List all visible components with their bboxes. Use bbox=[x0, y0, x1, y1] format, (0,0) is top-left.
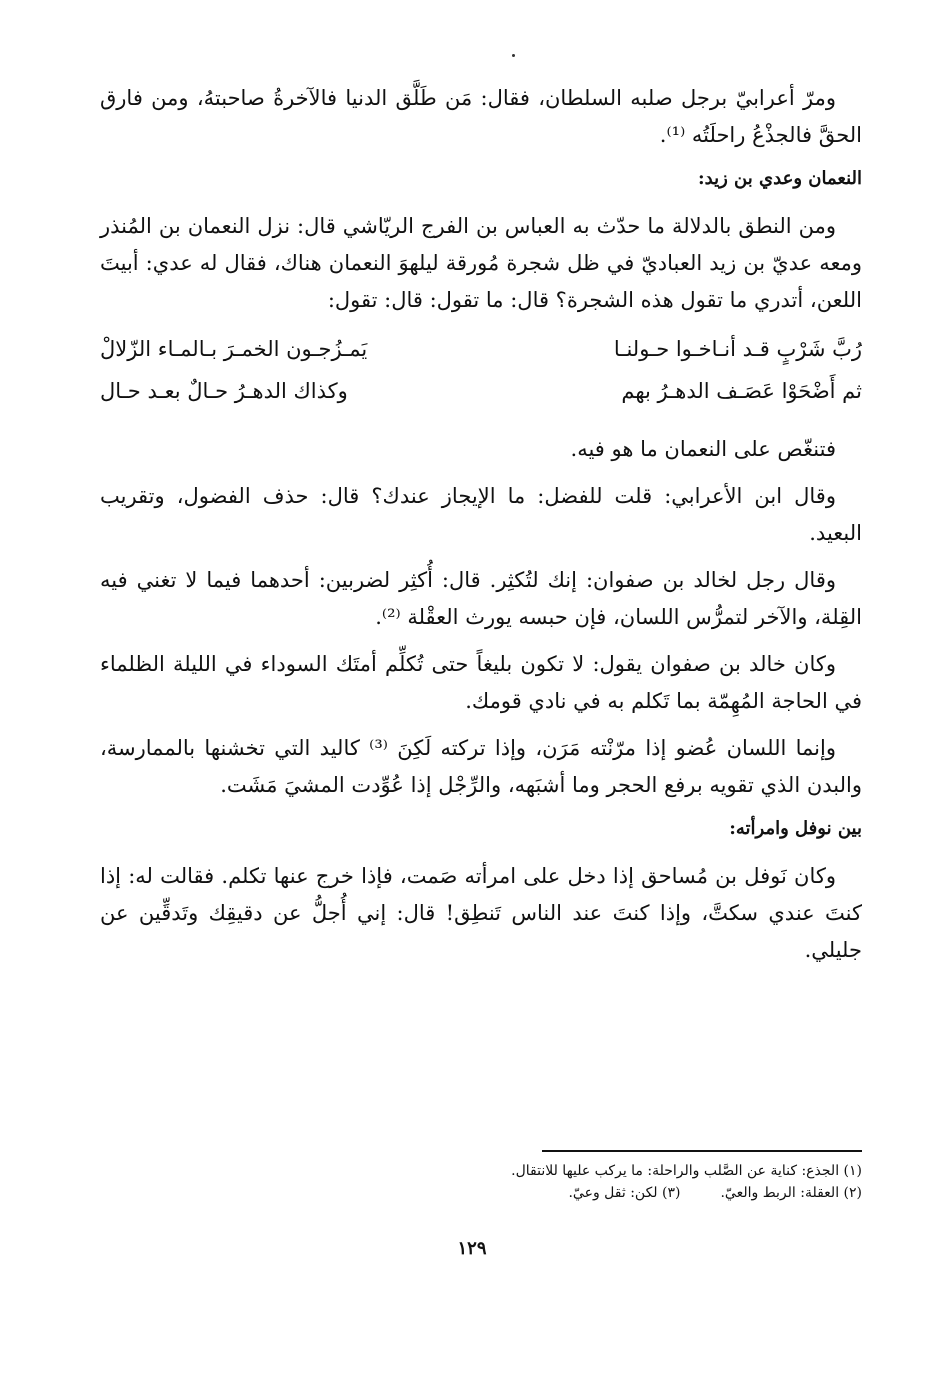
verse-line-1 bbox=[100, 329, 862, 369]
page-speck bbox=[512, 54, 515, 57]
page-number: ١٢٩ bbox=[457, 1238, 487, 1259]
section-heading-nawfal-wife: بين نوفل وامرأته: bbox=[729, 818, 862, 839]
paragraph-khalid-eloquence: وكان خالد بن صفوان يقول: لا تكون بليغاً حتى تُكلِّم أمتَك السوداء في الليلة الظلماء في الحاجة المُهِمّة بما تَكلم به في نادي قومك. bbox=[100, 652, 862, 713]
paragraph-bedouin-crucified-man: ومرّ أعرابيّ برجل صلبه السلطان، فقال: مَن طَلَّق الدنيا فالآخرةُ صاحبتهُ، ومن فارق الحقَّ فالجذْعُ راحلَتُه ⁽¹⁾. bbox=[100, 86, 862, 147]
verse-1-first-hemistich: رُبَّ شَرْبٍ قـد أنـاخـوا حـولنـا bbox=[613, 337, 862, 361]
paragraph-numan-reaction: فتنغّص على النعمان ما هو فيه. bbox=[570, 437, 836, 461]
verse-line-2 bbox=[100, 371, 862, 411]
verse-2-first-hemistich: ثم أَضْحَوْا عَصَـف الدهـرُ بهم bbox=[621, 379, 862, 403]
paragraph-khalid-talks-much: وقال رجل لخالد بن صفوان: إنك لتُكثِر. قال: أُكثِر لضربين: أحدهما فيما لا تغني فيه القِلة، والآخر لتمرُّس اللسان، فإن حبسه يورث العقْلة ⁽²⁾. bbox=[100, 568, 862, 629]
footnotes bbox=[100, 1150, 862, 1204]
paragraph-nawfal-silence: وكان نَوفل بن مُساحق إذا دخل على امرأته صَمت، فإذا خرج عنها تكلم. فقالت له: إذا كنتَ عندي سكتَّ، وإذا كنتَ عند الناس تَنطِق! قال: إني أُجلُّ عن دقيقِك وتَدقِّين عن جليلي. bbox=[100, 864, 862, 962]
footnote-2-3 bbox=[100, 1182, 862, 1204]
paragraph-numan-tree-story: ومن النطق بالدلالة ما حدّث به العباس بن الفرج الريّاشي قال: نزل النعمان بن المُنذر ومعه عديّ بن زيد العباديّ في ظل شجرة مُورقة ليلهوَ النعمان هناك، فقال له عدي: أبيتَ اللعن، أتدري ما تقول هذه الشجرة؟ قال: ما تقول: قال: تقول: bbox=[100, 214, 862, 312]
paragraph-ibn-arabi-concision: وقال ابن الأعرابي: قلت للفضل: ما الإيجاز عندك؟ قال: حذف الفضول، وتقريب البعيد. bbox=[100, 484, 862, 545]
footnote-2: (٢) العقلة: الربط والعيّ. bbox=[720, 1185, 862, 1201]
poem-verses bbox=[100, 329, 862, 411]
footnote-1: (١) الجذع: كناية عن الصَّلب والراحلة: ما يركب عليها للانتقال. bbox=[511, 1163, 862, 1179]
paragraph-tongue-practice: وإنما اللسان عُضو إذا مرّنْته مَرَن، وإذا تركته لَكِنَ ⁽³⁾ كاليد التي تخشنها بالممارسة، والبدن الذي تقويه برفع الحجر وما أشبَهه، والرِّجْل إذا عُوِّدت المشيَ مَشَت. bbox=[100, 736, 862, 797]
verse-2-second-hemistich: وكذاك الدهـرُ حـالٌ بعـد حـال bbox=[100, 379, 348, 403]
footnote-3: (٣) لكن: ثقل وعيّ. bbox=[568, 1185, 681, 1201]
footnote-divider bbox=[542, 1150, 862, 1152]
page-body bbox=[100, 80, 862, 979]
section-heading-numan-adi: النعمان وعدي بن زيد: bbox=[698, 168, 862, 189]
verse-1-second-hemistich: يَمـزُجـون الخمـرَ بـالمـاء الزّلالْ bbox=[100, 337, 368, 361]
